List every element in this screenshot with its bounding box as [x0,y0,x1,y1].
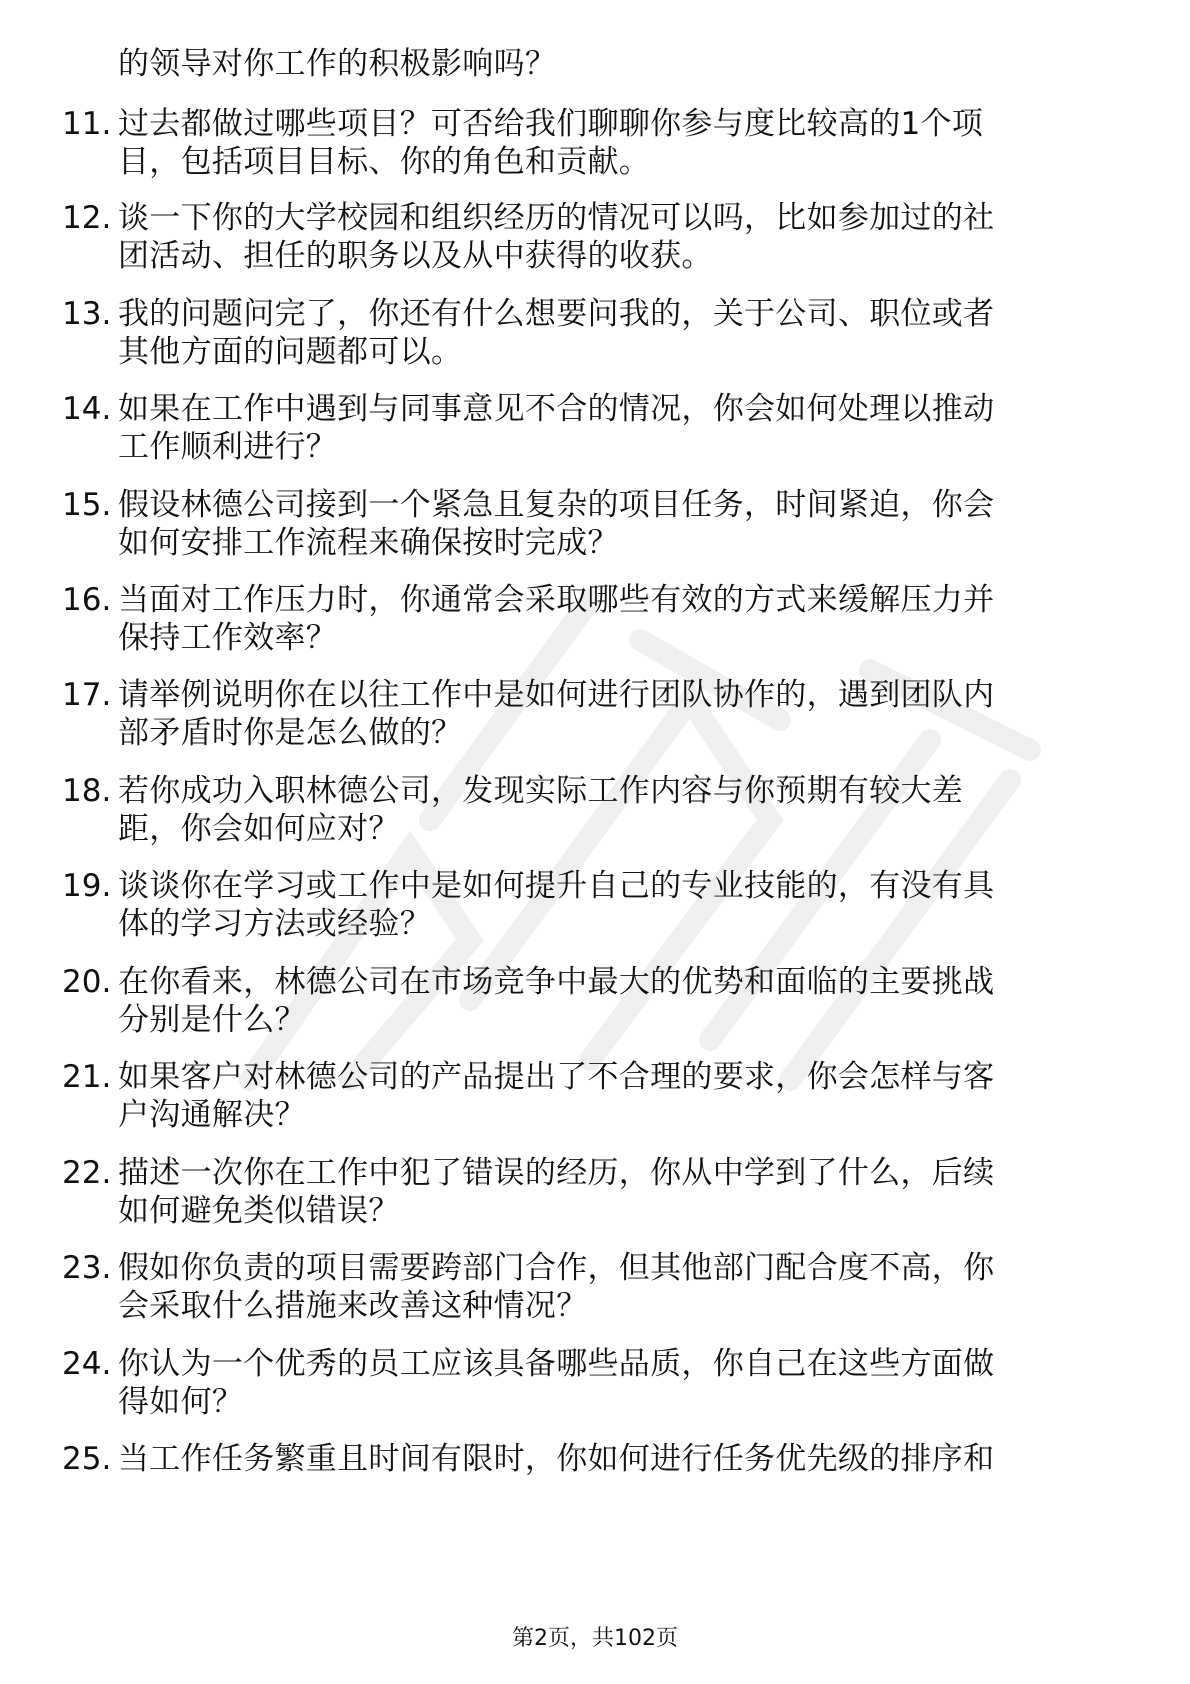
item-number: 25. [62,1441,112,1477]
item-number: 24. [62,1346,112,1382]
item-number: 18. [62,773,112,809]
item-text-line-1: 谈一下你的大学校园和组织经历的情况可以吗，比如参加过的社 [118,200,995,236]
item-number: 21. [62,1059,112,1095]
item-text-line-1: 谈谈你在学习或工作中是如何提升自己的专业技能的，有没有具 [118,868,995,904]
item-text-line-1: 你认为一个优秀的员工应该具备哪些品质，你自己在这些方面做 [118,1346,995,1382]
item-text-line-2: 目，包括项目目标、你的角色和贡献。 [118,144,651,180]
item-text-line-2: 得如何？ [118,1384,244,1420]
item-text-line-2: 体的学习方法或经验？ [118,906,431,942]
page-footer: 第2页，共102页 [512,1626,678,1651]
item-number: 19. [62,868,112,904]
item-number: 13. [62,296,112,332]
item-text-line-1: 描述一次你在工作中犯了错误的经历，你从中学到了什么，后续 [118,1155,995,1191]
item-text-line-2: 会采取什么措施来改善这种情况？ [118,1288,588,1324]
continuation-line: 的领导对你工作的积极影响吗？ [118,46,557,82]
item-text-line-2: 如何避免类似错误？ [118,1193,400,1229]
item-number: 23. [62,1250,112,1286]
item-number: 20. [62,964,112,1000]
item-text-line-1: 在你看来，林德公司在市场竞争中最大的优势和面临的主要挑战 [118,964,995,1000]
item-text-line-2: 户沟通解决？ [118,1097,306,1133]
item-number: 12. [62,200,112,236]
item-text-line-1: 我的问题问完了，你还有什么想要问我的，关于公司、职位或者 [118,296,995,332]
item-text-line-1: 当面对工作压力时，你通常会采取哪些有效的方式来缓解压力并 [118,582,995,618]
item-text-line-2: 分别是什么？ [118,1002,306,1038]
item-text-line-2: 如何安排工作流程来确保按时完成？ [118,525,619,561]
item-text-line-1: 假如你负责的项目需要跨部门合作，但其他部门配合度不高，你 [118,1250,995,1286]
item-text-line-1: 请举例说明你在以往工作中是如何进行团队协作的，遇到团队内 [118,677,995,713]
item-number: 11. [62,106,112,142]
item-number: 22. [62,1155,112,1191]
item-text-line-1: 假设林德公司接到一个紧急且复杂的项目任务，时间紧迫，你会 [118,487,995,523]
item-number: 15. [62,487,112,523]
item-text-line-2: 保持工作效率？ [118,620,338,656]
item-text-line-1: 过去都做过哪些项目？可否给我们聊聊你参与度比较高的1个项 [118,106,984,142]
item-text-line-1: 当工作任务繁重且时间有限时，你如何进行任务优先级的排序和 [118,1441,995,1477]
item-text-line-2: 团活动、担任的职务以及从中获得的收获。 [118,238,713,274]
item-number: 16. [62,582,112,618]
item-number: 14. [62,391,112,427]
item-text-line-1: 若你成功入职林德公司，发现实际工作内容与你预期有较大差 [118,773,964,809]
item-text-line-2: 距，你会如何应对？ [118,811,400,847]
item-text-line-2: 其他方面的问题都可以。 [118,334,463,370]
item-text-line-2: 工作顺利进行？ [118,429,338,465]
item-number: 17. [62,677,112,713]
item-text-line-1: 如果客户对林德公司的产品提出了不合理的要求，你会怎样与客 [118,1059,995,1095]
item-text-line-2: 部矛盾时你是怎么做的？ [118,715,463,751]
item-text-line-1: 如果在工作中遇到与同事意见不合的情况，你会如何处理以推动 [118,391,995,427]
